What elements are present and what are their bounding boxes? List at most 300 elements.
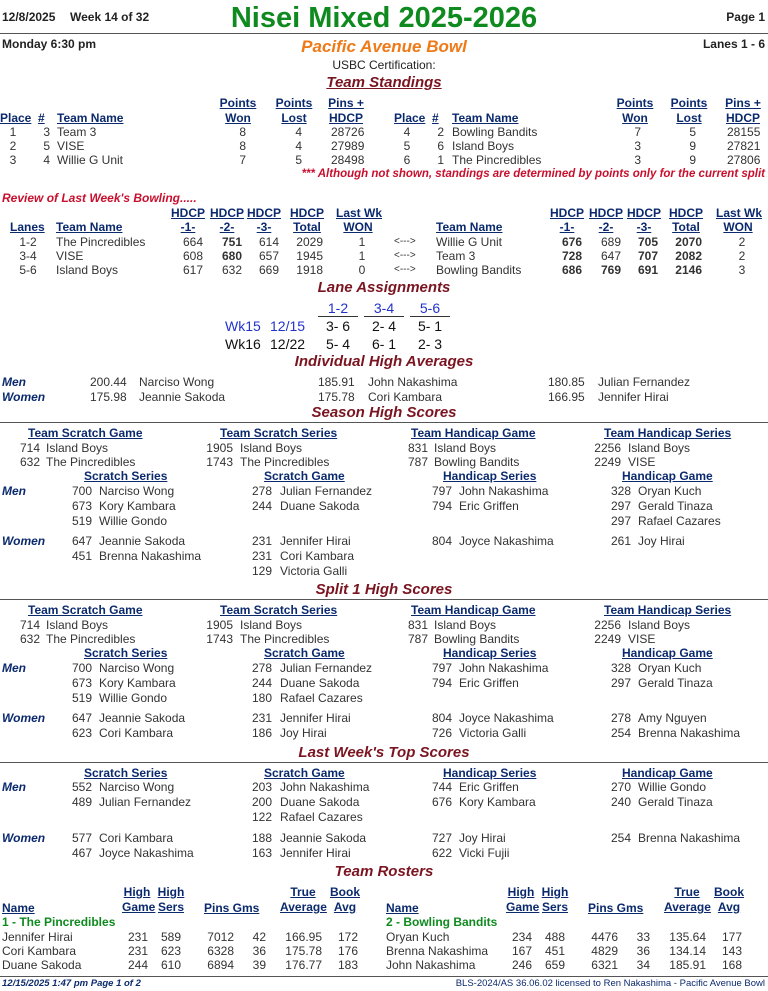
team-high-score: 632 [19, 632, 40, 646]
team-high-name: The Pincredibles [240, 632, 330, 646]
individual-high-score: 244 [251, 499, 272, 513]
review-title: Review of Last Week's Bowling..... [2, 191, 197, 205]
team-high-score: 831 [407, 441, 428, 455]
team-high-heading: Team Handicap Game [411, 603, 536, 617]
review-team-a: The Pincredibles [56, 235, 146, 249]
roster-high-series: 488 [544, 930, 565, 944]
individual-high-heading: Handicap Game [622, 646, 713, 660]
averages-men-label: Men [2, 375, 26, 389]
individual-high-name: Kory Kambara [459, 795, 536, 809]
individual-high-name: Joyce Nakashima [459, 711, 554, 725]
team-high-name: Island Boys [46, 618, 109, 632]
split-title: Split 1 High Scores [315, 581, 453, 598]
roster-book-avg: 183 [337, 958, 358, 972]
individual-high-score: 200 [251, 795, 272, 809]
team-high-name: VISE [628, 632, 656, 646]
team-high-name: Island Boys [628, 618, 691, 632]
team-high-name: The Pincredibles [240, 455, 330, 469]
team-high-name: Island Boys [434, 618, 497, 632]
standings-pins: 27989 [331, 139, 365, 153]
individual-high-name: Cori Kambara [280, 549, 355, 563]
individual-high-heading: Handicap Game [622, 469, 713, 483]
team-high-name: Bowling Bandits [434, 632, 520, 646]
review-lanes: 5-6 [19, 263, 37, 277]
standings-team-name: Island Boys [452, 139, 515, 153]
individual-high-score: 744 [431, 780, 452, 794]
review-team-b: Team 3 [436, 249, 476, 263]
standings-team-name: Bowling Bandits [452, 125, 538, 139]
individual-high-score: 278 [610, 711, 631, 725]
individual-high-score: 804 [431, 711, 452, 725]
standings-col-lost-r: Points Lost [670, 96, 708, 125]
review-col-total: HDCP Total [289, 206, 324, 234]
individual-high-score: 254 [610, 831, 631, 845]
standings-points-lost: 5 [689, 125, 696, 139]
standings-pins: 27806 [727, 153, 761, 167]
footer-license: BLS-2024/AS 36.06.02 licensed to Ren Nakashima - Pacific Avenue Bowl [455, 978, 765, 989]
average-value: 180.85 [548, 375, 585, 389]
team-high-score: 1743 [206, 632, 233, 646]
individual-high-score: 622 [431, 846, 452, 860]
individual-high-score: 328 [610, 484, 631, 498]
roster-col-pins-games: Pins Gms [588, 901, 644, 915]
team-high-heading: Team Scratch Series [220, 426, 338, 440]
individual-high-name: Brenna Nakashima [99, 549, 202, 563]
individual-high-name: Rafael Cazares [638, 514, 721, 528]
team-high-name: Island Boys [240, 618, 303, 632]
review-score-a: 664 [182, 235, 203, 249]
day-time: Monday 6:30 pm [2, 37, 97, 51]
individual-high-score: 673 [71, 499, 92, 513]
individual-high-score: 727 [431, 831, 452, 845]
individual-high-name: John Nakashima [459, 484, 549, 498]
roster-bowler: Oryan Kuch [386, 930, 450, 944]
individual-high-name: Duane Sakoda [280, 676, 360, 690]
individual-high-name: Kory Kambara [99, 499, 176, 513]
average-value: 166.95 [548, 390, 585, 404]
standings-points-won: 7 [239, 153, 246, 167]
league-title: Nisei Mixed 2025-2026 [230, 2, 538, 34]
individual-high-name: Oryan Kuch [638, 484, 702, 498]
men-label: Men [2, 661, 26, 675]
individual-high-score: 797 [431, 661, 452, 675]
standings-pins: 28498 [331, 153, 365, 167]
average-bowler: Julian Fernandez [598, 375, 691, 389]
individual-high-score: 297 [610, 514, 631, 528]
standings-team-name: Willie G Unit [57, 153, 124, 167]
roster-high-game: 167 [511, 944, 532, 958]
individual-high-score: 794 [431, 676, 452, 690]
team-high-score: 1905 [206, 618, 233, 632]
roster-pins: 4829 [591, 944, 618, 958]
individual-high-score: 278 [251, 661, 272, 675]
review-score-b: 676 [561, 235, 582, 249]
standings-col-pins-r: Pins + HDCP [725, 96, 761, 125]
individual-high-heading: Scratch Game [264, 646, 345, 660]
roster-pins: 6328 [207, 944, 234, 958]
roster-pins: 7012 [207, 930, 234, 944]
individual-high-score: 328 [610, 661, 631, 675]
roster-col-name: Name [2, 901, 35, 915]
individual-high-name: Jennifer Hirai [280, 534, 351, 548]
individual-high-name: Jennifer Hirai [280, 711, 351, 725]
roster-games: 36 [636, 944, 650, 958]
individual-high-score: 467 [71, 846, 92, 860]
roster-true-avg: 135.64 [669, 930, 706, 944]
standings-col-place-r: Place [394, 111, 426, 125]
individual-high-name: Victoria Galli [280, 564, 348, 578]
season-title: Season High Scores [311, 404, 457, 421]
individual-high-name: Joy Hirai [638, 534, 685, 548]
review-score-a: 1945 [296, 249, 323, 263]
standings-place: 5 [403, 139, 411, 153]
individual-high-name: Eric Griffen [459, 499, 519, 513]
roster-bowler: Brenna Nakashima [386, 944, 489, 958]
review-score-a: 751 [221, 235, 242, 249]
roster-col-high-series: High Sers [541, 885, 569, 914]
team-high-name: Island Boys [434, 441, 497, 455]
lane-assign-title: Lane Assignments [317, 279, 451, 296]
average-value: 185.91 [318, 375, 355, 389]
review-col-g1-r: HDCP -1- [550, 206, 585, 234]
individual-high-name: Joyce Nakashima [459, 534, 554, 548]
roster-pins: 6894 [207, 958, 234, 972]
team-high-score: 1905 [206, 441, 233, 455]
review-score-b: 691 [637, 263, 658, 277]
individual-high-score: 726 [431, 726, 452, 740]
usbc-cert: USBC Certification: [332, 58, 436, 72]
team-high-score: 831 [407, 618, 428, 632]
lane-matchup: 5- 1 [417, 318, 443, 334]
review-score-b: 728 [561, 249, 582, 263]
roster-games: 34 [636, 958, 650, 972]
individual-high-score: 700 [71, 484, 92, 498]
standings-col-pins: Pins + HDCP [328, 96, 364, 125]
individual-high-score: 676 [431, 795, 452, 809]
individual-high-score: 794 [431, 499, 452, 513]
roster-high-game: 244 [127, 958, 148, 972]
individual-high-score: 231 [251, 534, 272, 548]
team-high-name: Island Boys [240, 441, 303, 455]
review-col-lanes: Lanes [10, 220, 45, 234]
review-col-g2: HDCP -2- [210, 206, 245, 234]
page-number: Page 1 [726, 10, 765, 24]
review-score-b: 707 [637, 249, 658, 263]
review-score-b: 2070 [675, 235, 702, 249]
individual-high-heading: Scratch Series [84, 766, 168, 780]
standings-team-number: 3 [43, 125, 50, 139]
team-high-score: 787 [407, 455, 428, 469]
standings-note: *** Although not shown, standings are determined by points only for the current split [301, 168, 765, 180]
individual-high-score: 519 [71, 691, 92, 705]
individual-high-name: Joy Hirai [280, 726, 327, 740]
lane-pair-header: 1-2 [318, 300, 358, 317]
individual-high-name: Jennifer Hirai [280, 846, 351, 860]
individual-high-name: Julian Fernandez [99, 795, 192, 809]
standings-col-lost: Points Lost [275, 96, 313, 125]
lane-matchup: 6- 1 [371, 336, 397, 352]
lane-pair-header: 5-6 [410, 300, 450, 317]
individual-high-name: Joyce Nakashima [99, 846, 194, 860]
individual-high-score: 804 [431, 534, 452, 548]
roster-true-avg: 185.91 [669, 958, 706, 972]
review-team-a: Island Boys [56, 263, 119, 277]
individual-high-score: 297 [610, 499, 631, 513]
standings-place: 1 [9, 125, 17, 139]
individual-high-score: 129 [251, 564, 272, 578]
roster-high-series: 623 [160, 944, 181, 958]
lane-week: Wk16 [225, 336, 261, 352]
standings-place: 6 [403, 153, 411, 167]
standings-team-number: 6 [437, 139, 444, 153]
team-high-heading: Team Scratch Game [28, 426, 143, 440]
standings-points-lost: 4 [295, 125, 302, 139]
standings-points-won: 8 [239, 139, 246, 153]
review-score-a: 2029 [296, 235, 323, 249]
individual-high-score: 552 [71, 780, 92, 794]
average-bowler: Jennifer Hirai [598, 390, 669, 404]
individual-high-score: 254 [610, 726, 631, 740]
review-lanes: 1-2 [19, 235, 37, 249]
team-high-score: 1743 [206, 455, 233, 469]
individual-high-heading: Scratch Series [84, 646, 168, 660]
roster-true-avg: 175.78 [285, 944, 322, 958]
average-value: 175.98 [90, 390, 127, 404]
individual-high-name: Eric Griffen [459, 676, 519, 690]
review-won-a: 0 [358, 263, 366, 277]
review-score-b: 705 [637, 235, 658, 249]
lane-matchup: 5- 4 [325, 336, 351, 352]
roster-col-high-game: High Game [506, 885, 540, 914]
individual-high-name: Eric Griffen [459, 780, 519, 794]
average-value: 200.44 [90, 375, 127, 389]
individual-high-name: Julian Fernandez [280, 484, 373, 498]
individual-high-name: Rafael Cazares [280, 691, 363, 705]
women-label: Women [2, 534, 46, 548]
lanes-range: Lanes 1 - 6 [702, 37, 765, 51]
review-vs-arrow: <---> [394, 236, 416, 247]
review-score-a: 614 [258, 235, 279, 249]
review-team-a: VISE [56, 249, 84, 263]
review-score-a: 632 [221, 263, 242, 277]
individual-high-heading: Handicap Series [443, 469, 537, 483]
lastweek-title: Last Week's Top Scores [298, 744, 470, 761]
individual-high-name: Duane Sakoda [280, 795, 360, 809]
team-high-score: 632 [19, 455, 40, 469]
team-high-heading: Team Handicap Game [411, 426, 536, 440]
review-col-won-r: Last Wk WON [716, 206, 763, 234]
review-team-b: Bowling Bandits [436, 263, 522, 277]
standings-team-name: VISE [57, 139, 85, 153]
review-score-b: 2082 [675, 249, 702, 263]
team-high-score: 714 [19, 618, 40, 632]
standings-points-lost: 4 [295, 139, 302, 153]
standings-points-lost: 9 [689, 153, 696, 167]
averages-title: Individual High Averages [294, 353, 474, 370]
team-high-name: Island Boys [628, 441, 691, 455]
roster-high-series: 589 [160, 930, 181, 944]
roster-col-name: Name [386, 901, 419, 915]
review-col-g3: HDCP -3- [247, 206, 282, 234]
review-won-a: 1 [358, 235, 366, 249]
individual-high-name: Brenna Nakashima [638, 831, 741, 845]
standings-points-won: 8 [239, 125, 246, 139]
roster-games: 39 [252, 958, 266, 972]
individual-high-score: 188 [251, 831, 272, 845]
team-high-name: The Pincredibles [46, 455, 136, 469]
individual-high-name: Willie Gondo [99, 691, 168, 705]
individual-high-score: 231 [251, 711, 272, 725]
team-high-name: The Pincredibles [46, 632, 136, 646]
standings-points-lost: 9 [689, 139, 696, 153]
standings-place: 3 [9, 153, 17, 167]
team-high-heading: Team Scratch Series [220, 603, 338, 617]
standings-col-team: Team Name [57, 111, 124, 125]
review-score-a: 1918 [296, 263, 323, 277]
individual-high-score: 163 [251, 846, 272, 860]
roster-pins: 4476 [591, 930, 618, 944]
roster-team-name: 2 - Bowling Bandits [386, 915, 498, 929]
roster-bowler: Jennifer Hirai [2, 930, 73, 944]
individual-high-name: Cori Kambara [99, 726, 174, 740]
roster-bowler: Duane Sakoda [2, 958, 82, 972]
roster-book-avg: 177 [721, 930, 742, 944]
standings-points-won: 3 [634, 153, 641, 167]
standings-team-number: 2 [437, 125, 444, 139]
week-label: Week 14 of 32 [70, 10, 150, 24]
team-high-heading: Team Scratch Game [28, 603, 143, 617]
individual-high-name: Narciso Wong [99, 780, 175, 794]
standings-col-won-r: Points Won [616, 96, 654, 125]
individual-high-score: 278 [251, 484, 272, 498]
roster-bowler: John Nakashima [386, 958, 476, 972]
men-label: Men [2, 780, 26, 794]
women-label: Women [2, 711, 46, 725]
individual-high-name: Jeannie Sakoda [280, 831, 367, 845]
average-bowler: Narciso Wong [139, 375, 215, 389]
review-score-b: 647 [600, 249, 621, 263]
review-col-team: Team Name [56, 220, 123, 234]
individual-high-heading: Handicap Series [443, 646, 537, 660]
review-score-a: 617 [182, 263, 203, 277]
roster-col-high-series: High Sers [157, 885, 185, 914]
individual-high-score: 700 [71, 661, 92, 675]
lane-matchup: 3- 6 [325, 318, 351, 334]
review-won-a: 1 [358, 249, 366, 263]
roster-team-name: 1 - The Pincredibles [2, 915, 116, 929]
standings-col-team-r: Team Name [452, 111, 519, 125]
individual-high-name: Duane Sakoda [280, 499, 360, 513]
individual-high-name: Amy Nguyen [638, 711, 707, 725]
standings-points-won: 7 [634, 125, 641, 139]
individual-high-score: 577 [71, 831, 92, 845]
individual-high-score: 261 [610, 534, 631, 548]
standings-pins: 28726 [331, 125, 365, 139]
roster-games: 36 [252, 944, 266, 958]
review-won-b: 2 [738, 235, 746, 249]
individual-high-score: 231 [251, 549, 272, 563]
review-score-b: 689 [600, 235, 621, 249]
roster-true-avg: 134.14 [669, 944, 706, 958]
roster-high-series: 659 [544, 958, 565, 972]
roster-true-avg: 176.77 [285, 958, 322, 972]
individual-high-score: 240 [610, 795, 631, 809]
individual-high-heading: Handicap Game [622, 766, 713, 780]
individual-high-heading: Scratch Game [264, 469, 345, 483]
individual-high-name: Vicki Fujii [459, 846, 510, 860]
review-col-won: Last Wk WON [336, 206, 383, 234]
roster-bowler: Cori Kambara [2, 944, 77, 958]
standings-place: 4 [403, 125, 411, 139]
review-col-g1: HDCP -1- [171, 206, 206, 234]
review-score-a: 608 [182, 249, 203, 263]
rosters-title: Team Rosters [334, 863, 434, 880]
team-high-name: VISE [628, 455, 656, 469]
review-score-b: 769 [600, 263, 621, 277]
standings-pins: 27821 [727, 139, 761, 153]
team-high-score: 714 [19, 441, 40, 455]
roster-book-avg: 172 [337, 930, 358, 944]
individual-high-name: Narciso Wong [99, 661, 175, 675]
team-high-score: 2249 [594, 455, 621, 469]
individual-high-score: 489 [71, 795, 92, 809]
lane-matchup: 2- 4 [371, 318, 397, 334]
individual-high-score: 647 [71, 711, 92, 725]
team-high-name: Island Boys [46, 441, 109, 455]
individual-high-name: Narciso Wong [99, 484, 175, 498]
individual-high-name: Gerald Tinaza [638, 676, 713, 690]
roster-pins: 6321 [591, 958, 618, 972]
standings-team-number: 5 [43, 139, 50, 153]
review-lanes: 3-4 [19, 249, 37, 263]
lane-pair-header: 3-4 [364, 300, 404, 317]
lane-week: Wk15 [225, 318, 261, 334]
roster-true-avg: 166.95 [285, 930, 322, 944]
review-won-b: 2 [738, 249, 746, 263]
individual-high-heading: Scratch Game [264, 766, 345, 780]
individual-high-score: 623 [71, 726, 92, 740]
standings-points-lost: 5 [295, 153, 302, 167]
roster-col-book-avg: Book Avg [330, 885, 360, 914]
standings-pins: 28155 [727, 125, 761, 139]
review-col-g2-r: HDCP -2- [589, 206, 624, 234]
review-won-b: 3 [738, 263, 746, 277]
individual-high-heading: Scratch Series [84, 469, 168, 483]
review-score-a: 680 [221, 249, 242, 263]
bowling-center: Pacific Avenue Bowl [301, 37, 467, 56]
roster-high-game: 246 [511, 958, 532, 972]
review-vs-arrow: <---> [394, 250, 416, 261]
averages-women-label: Women [2, 390, 46, 404]
roster-col-book-avg: Book Avg [714, 885, 744, 914]
roster-high-game: 234 [511, 930, 532, 944]
individual-high-score: 797 [431, 484, 452, 498]
lane-week-date: 12/15 [270, 318, 306, 334]
team-high-score: 2256 [594, 618, 621, 632]
individual-high-name: Willie Gondo [638, 780, 707, 794]
average-value: 175.78 [318, 390, 355, 404]
individual-high-score: 451 [71, 549, 92, 563]
individual-high-score: 673 [71, 676, 92, 690]
roster-col-true-avg: True Average [664, 885, 711, 914]
standings-points-won: 3 [634, 139, 641, 153]
individual-high-score: 519 [71, 514, 92, 528]
individual-high-name: Jeannie Sakoda [99, 711, 186, 725]
individual-high-name: Jeannie Sakoda [99, 534, 186, 548]
team-high-score: 2256 [594, 441, 621, 455]
average-bowler: Cori Kambara [368, 390, 443, 404]
standings-col-num: # [38, 111, 45, 125]
